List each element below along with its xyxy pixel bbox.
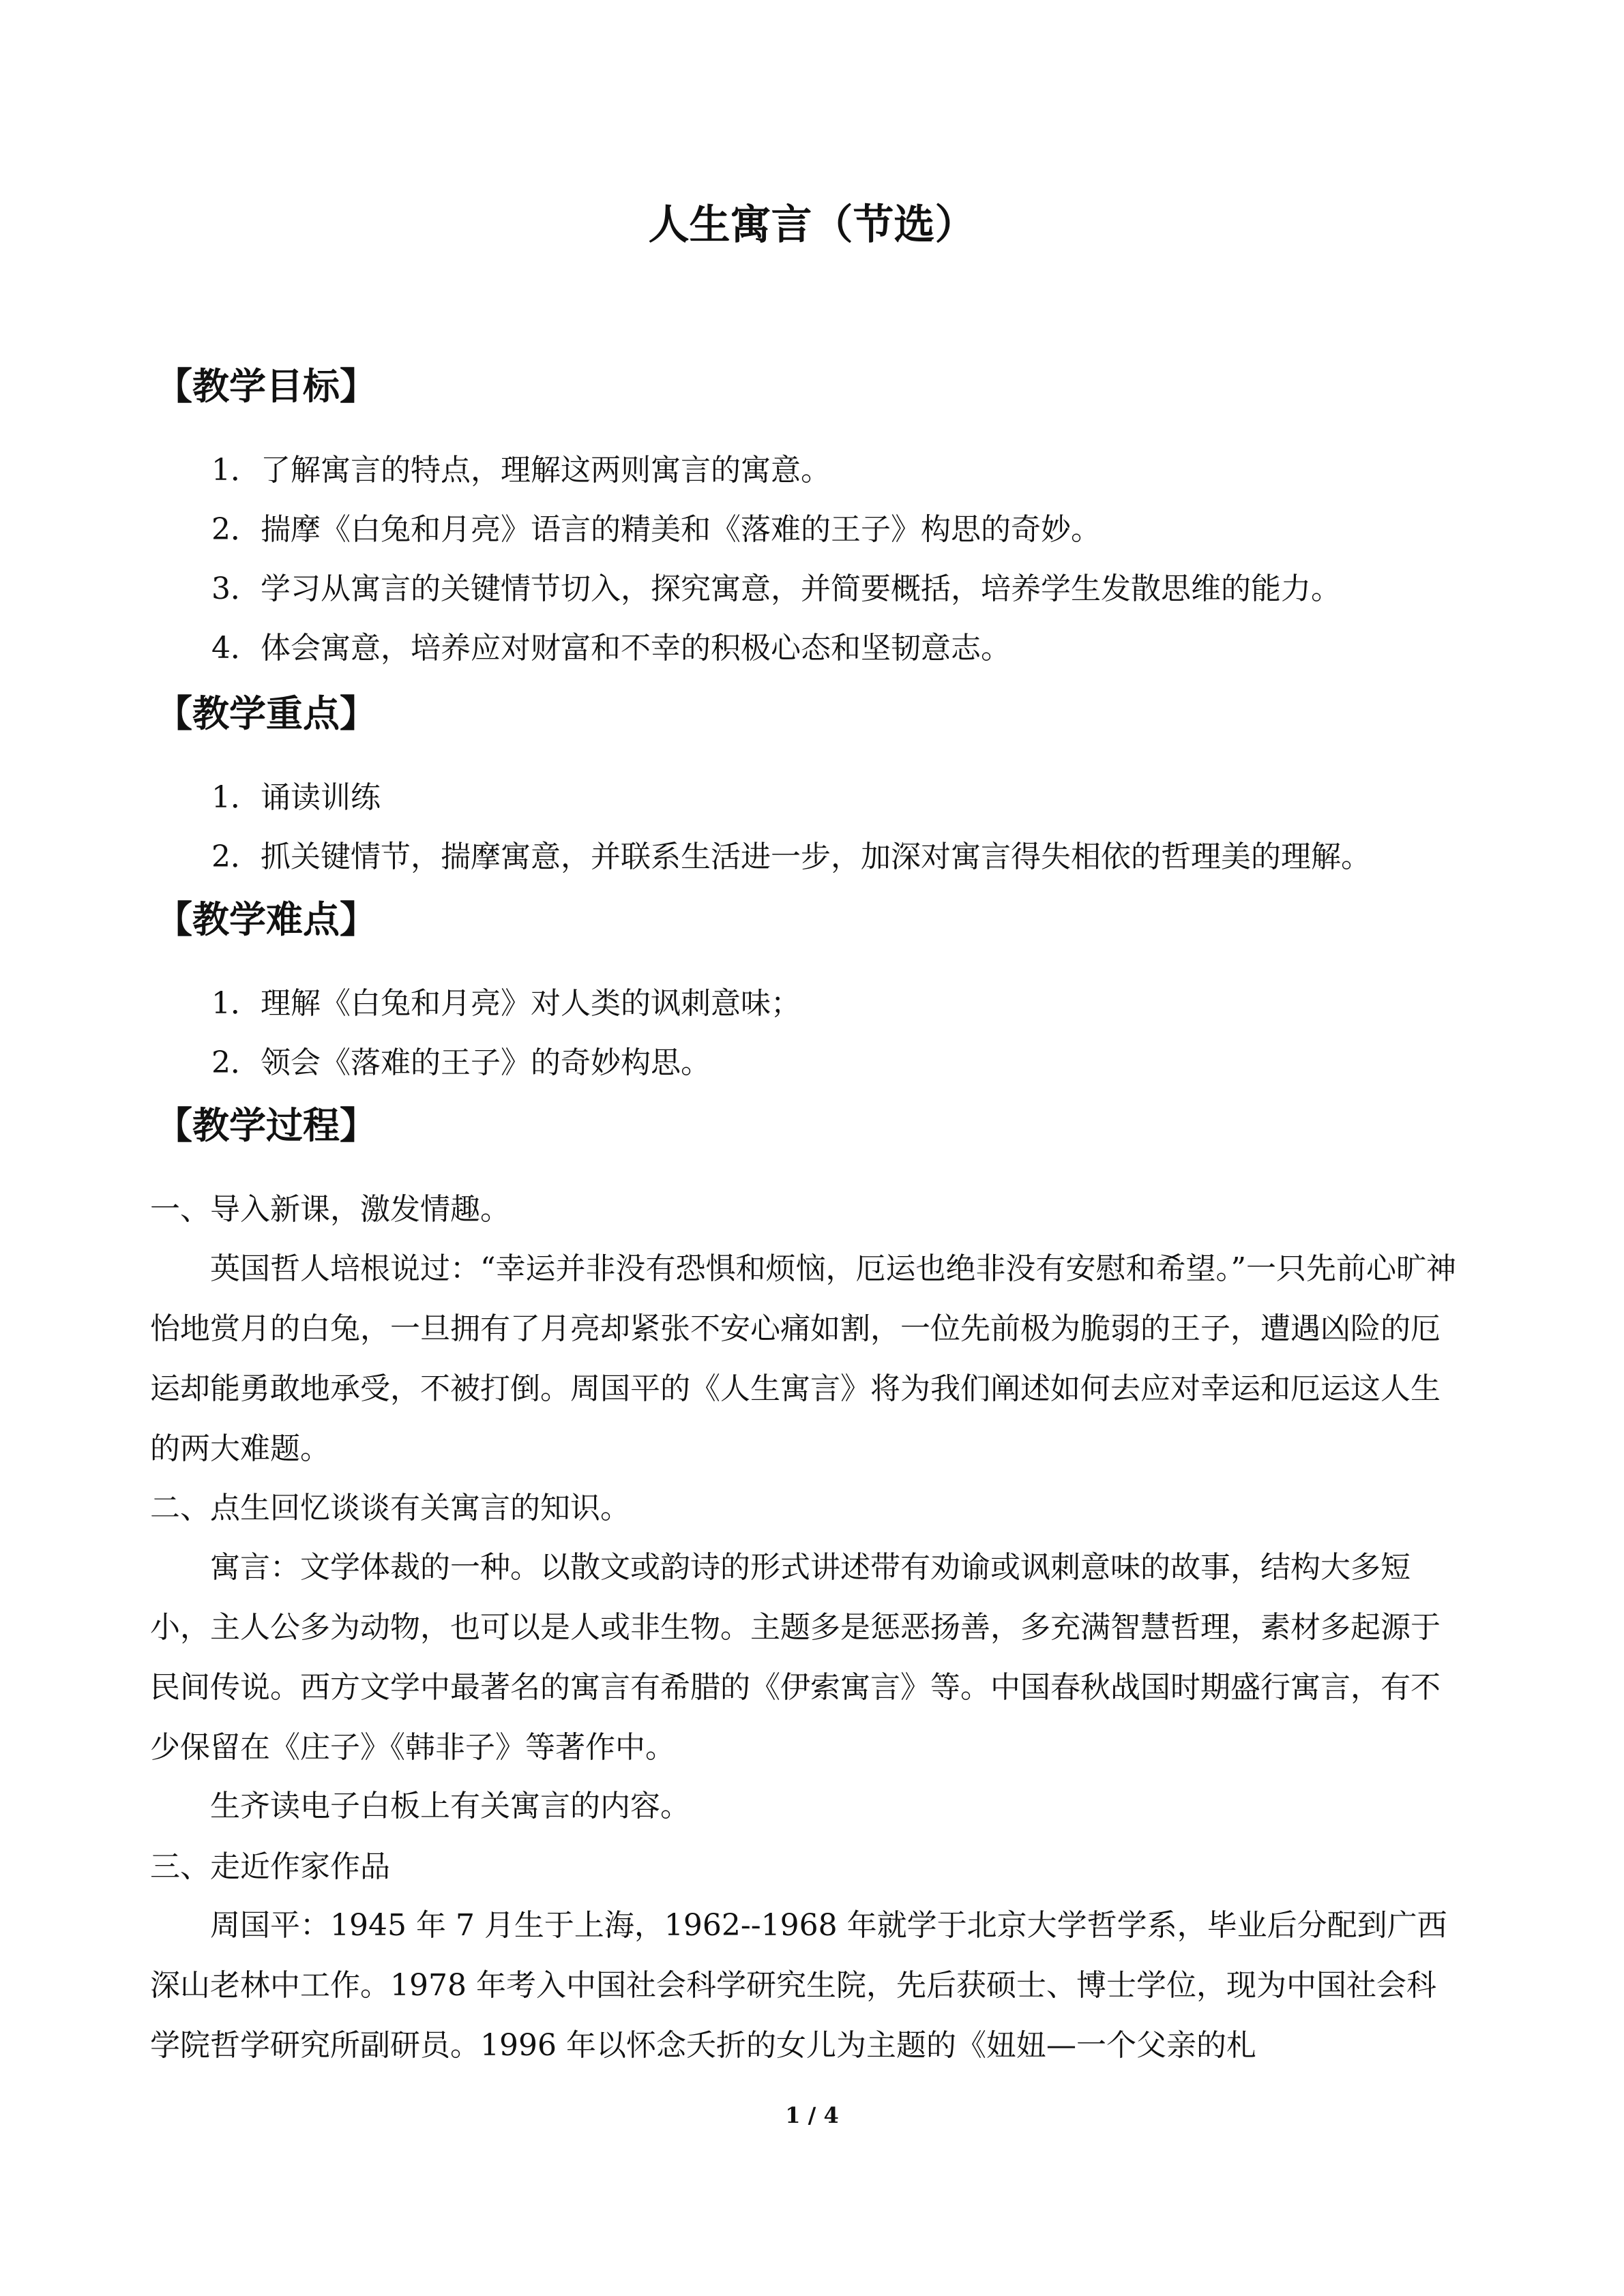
- process-heading: 【教学过程】: [156, 1104, 377, 1147]
- difficulties-heading: 【教学难点】: [156, 898, 377, 941]
- section-3-paragraph: 周国平：1945 年 7 月生于上海，1962--1968 年就学于北京大学哲学系，毕业后分配到广西深山老林中工作。1978 年考入中国社会科学研究生院，先后获硕士、博士学位，现为中国社会科学院哲学研究所副研员。1996 年以怀念夭折的女儿为主题的《妞妞—一个父亲的札: [150, 1908, 1447, 2063]
- goal-item-4: 4．体会寓意，培养应对财富和不幸的积极心态和坚韧意志。: [211, 631, 1011, 666]
- goal-item-2: 2．揣摩《白兔和月亮》语言的精美和《落难的王子》构思的奇妙。: [211, 512, 1101, 547]
- difficulty-item-1: 1．理解《白兔和月亮》对人类的讽刺意味；: [211, 986, 801, 1021]
- section-1-title: 一、导入新课，激发情趣。: [150, 1192, 510, 1227]
- goal-item-3: 3．学习从寓言的关键情节切入，探究寓意，并简要概括，培养学生发散思维的能力。: [211, 571, 1341, 606]
- goals-heading: 【教学目标】: [156, 365, 377, 408]
- section-2-title: 二、点生回忆谈谈有关寓言的知识。: [150, 1491, 630, 1525]
- key-point-item-1: 1．诵读训练: [211, 780, 381, 815]
- difficulty-item-2: 2．领会《落难的王子》的奇妙构思。: [211, 1045, 711, 1080]
- page-number: 1 / 4: [785, 2102, 839, 2128]
- section-1-paragraph: 英国哲人培根说过：“幸运并非没有恐惧和烦恼，厄运也绝非没有安慰和希望。”一只先前心旷神怡地赏月的白兔，一旦拥有了月亮却紧张不安心痛如割，一位先前极为脆弱的王子，遭遇凶险的厄运却能勇敢地承受，不被打倒。周国平的《人生寓言》将为我们阐述如何去应对幸运和厄运这人生的两大难题。: [150, 1251, 1456, 1466]
- key-point-item-2: 2．抓关键情节，揣摩寓意，并联系生活进一步，加深对寓言得失相依的哲理美的理解。: [211, 839, 1371, 874]
- section-2-paragraph-1: 寓言：文学体裁的一种。以散文或韵诗的形式讲述带有劝谕或讽刺意味的故事，结构大多短小，主人公多为动物，也可以是人或非生物。主题多是惩恶扬善，多充满智慧哲理，素材多起源于民间传说。西方文学中最著名的寓言有希腊的《伊索寓言》等。中国春秋战国时期盛行寓言，有不少保留在《庄子》《韩非子》等著作中。: [150, 1550, 1441, 1765]
- goal-item-1: 1．了解寓言的特点，理解这两则寓言的寓意。: [211, 453, 831, 488]
- page-title: 人生寓言（节选）: [648, 201, 976, 249]
- key-points-heading: 【教学重点】: [156, 692, 377, 735]
- section-3-title: 三、走近作家作品: [150, 1849, 390, 1884]
- section-2-paragraph-2: 生齐读电子白板上有关寓言的内容。: [210, 1789, 690, 1823]
